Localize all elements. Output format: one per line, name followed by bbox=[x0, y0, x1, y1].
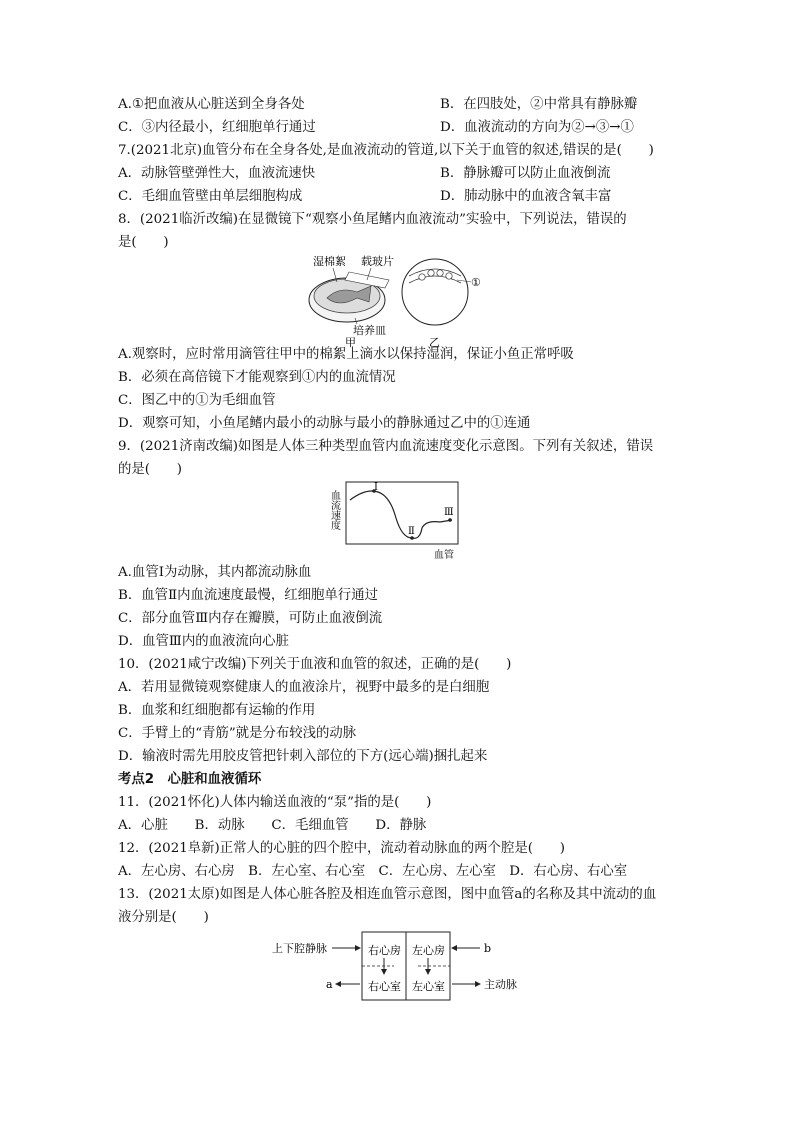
label-aorta: 主动脉 bbox=[484, 978, 517, 991]
q6-option-a: A.①把血液从心脏送到全身各处 bbox=[118, 97, 305, 112]
q12-options: A．左心房、右心房 B．左心室、右心室 C．左心房、左心室 D．右心房、右心室 bbox=[118, 864, 628, 879]
label-b: b bbox=[484, 942, 492, 955]
label-vena-cava: 上下腔静脉 bbox=[272, 942, 327, 955]
q9-option-b: B．血管Ⅱ内血流速度最慢，红细胞单行通过 bbox=[118, 588, 378, 603]
q10-stem: 10．(2021咸宁改编)下列关于血液和血管的叙述，正确的是( ) bbox=[118, 657, 512, 672]
q9-stem-line1: 9．(2021济南改编)如图是人体三种类型血管内血流速度变化示意图。下列有关叙述，错误 bbox=[118, 439, 654, 454]
label-cotton: 湿棉絮 bbox=[313, 255, 346, 268]
q8-option-c: C．图乙中的①为毛细血管 bbox=[118, 393, 276, 408]
q8-option-b: B．必须在高倍镜下才能观察到①内的血流情况 bbox=[118, 370, 396, 385]
q6-option-c: C．③内径最小，红细胞单行通过 bbox=[118, 120, 316, 135]
label-right-atrium: 右心房 bbox=[368, 944, 401, 957]
label-slide: 载玻片 bbox=[361, 255, 394, 268]
q10-option-b: B．血浆和红细胞都有运输的作用 bbox=[118, 703, 316, 718]
q8-option-d: D．观察可知，小鱼尾鳍内最小的动脉与最小的静脉通过乙中的①连通 bbox=[118, 416, 531, 431]
q7-option-a: A．动脉管壁弹性大，血液流速快 bbox=[118, 166, 316, 181]
label-yi: 乙 bbox=[429, 336, 440, 349]
q8-figure bbox=[305, 252, 495, 348]
q9-xlabel: 血管 bbox=[434, 550, 454, 561]
q11-options: A．心脏 B．动脉 C．毛细血管 D．静脉 bbox=[118, 818, 427, 833]
label-left-atrium: 左心房 bbox=[412, 944, 445, 957]
q8-option-a: A.观察时，应时常用滴管往甲中的棉絮上滴水以保持湿润，保证小鱼正常呼吸 bbox=[118, 347, 574, 362]
label-II: Ⅱ bbox=[408, 526, 415, 537]
petri-dish-jia bbox=[309, 268, 389, 324]
q9-stem-line2: 的是( ) bbox=[118, 462, 183, 477]
point-III bbox=[448, 518, 452, 522]
q7-option-c: C．毛细血管壁由单层细胞构成 bbox=[118, 189, 303, 204]
q9-figure bbox=[330, 478, 466, 562]
q11-stem: 11．(2021怀化)人体内输送血液的“泵”指的是( ) bbox=[118, 795, 432, 810]
label-left-ventricle: 左心室 bbox=[412, 980, 445, 993]
q13-heart-figure bbox=[270, 926, 530, 1006]
q9-ylabel: 血流速度 bbox=[328, 490, 340, 530]
label-right-ventricle: 右心室 bbox=[368, 980, 401, 993]
q7-option-d: D．肺动脉中的血液含氧丰富 bbox=[440, 189, 612, 204]
label-1: ① bbox=[471, 276, 481, 289]
q10-option-c: C．手臂上的“青筋”就是分布较浅的动脉 bbox=[118, 726, 357, 741]
label-jia: 甲 bbox=[345, 336, 356, 349]
label-a: a bbox=[326, 978, 333, 991]
q6-option-b: B．在四肢处，②中常具有静脉瓣 bbox=[440, 97, 638, 112]
label-I: Ⅰ bbox=[374, 482, 378, 493]
label-dish: 培养皿 bbox=[353, 324, 386, 337]
label-III: Ⅲ bbox=[444, 507, 454, 518]
q8-stem-line2: 是( ) bbox=[118, 235, 169, 250]
q13-stem-line2: 液分别是( ) bbox=[118, 910, 209, 925]
q7-option-b: B．静脉瓣可以防止血液倒流 bbox=[440, 166, 611, 181]
q8-stem-line1: 8．(2021临沂改编)在显微镜下“观察小鱼尾鳍内血液流动”实验中，下列说法，错误的 bbox=[118, 212, 627, 227]
q12-stem: 12．(2021阜新)正常人的心脏的四个腔中，流动着动脉血的两个腔是( ) bbox=[118, 841, 565, 856]
q9-option-d: D．血管Ⅲ内的血液流向心脏 bbox=[118, 634, 289, 649]
q9-option-a: A.血管Ⅰ为动脉，其内都流动脉血 bbox=[118, 565, 312, 580]
q7-stem: 7.(2021北京)血管分布在全身各处,是血液流动的管道,以下关于血管的叙述,错误的是( ) bbox=[118, 143, 654, 158]
q9-option-c: C．部分血管Ⅲ内存在瓣膜，可防止血液倒流 bbox=[118, 611, 383, 626]
q10-option-a: A．若用显微镜观察健康人的血液涂片，视野中最多的是白细胞 bbox=[118, 680, 490, 695]
q10-option-d: D．输液时需先用胶皮管把针刺入部位的下方(远心端)捆扎起来 bbox=[118, 749, 488, 764]
q13-stem-line1: 13．(2021太原)如图是人体心脏各腔及相连血管示意图，图中血管a的名称及其中流动的血 bbox=[118, 887, 657, 902]
q6-option-d: D．血液流动的方向为②→③→① bbox=[440, 120, 634, 135]
microscope-view-yi bbox=[402, 259, 471, 325]
section-2-title: 考点2 心脏和血液循环 bbox=[118, 772, 262, 787]
